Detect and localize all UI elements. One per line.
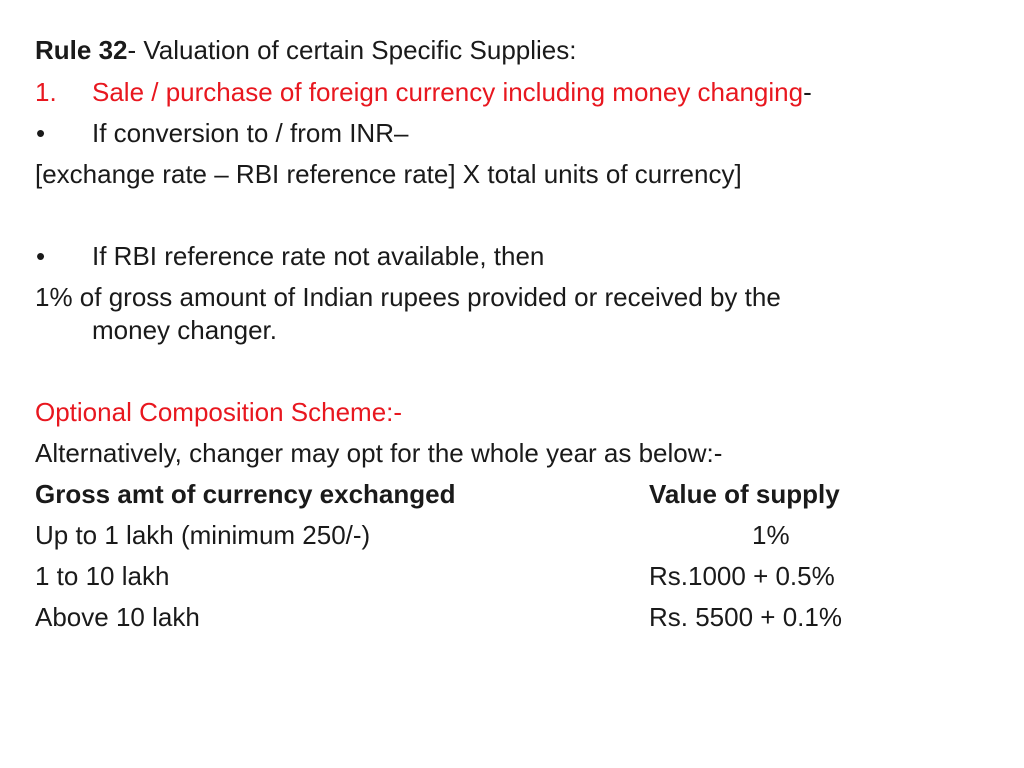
table-row-2-value: Rs.1000 + 0.5% xyxy=(649,561,835,591)
numbered-item-1 xyxy=(35,76,995,108)
optional-scheme-intro: Alternatively, changer may opt for the whole year as below:- xyxy=(35,438,723,468)
item-number: 1. xyxy=(35,77,57,107)
formula-text: [exchange rate – RBI reference rate] X total units of currency] xyxy=(35,159,742,189)
rule-label: Rule 32 xyxy=(35,35,128,65)
table-header-value: Value of supply xyxy=(649,479,840,509)
item-suffix: - xyxy=(803,77,812,107)
bullet-text: If RBI reference rate not available, then xyxy=(92,241,545,271)
table-row-2-amount: 1 to 10 lakh xyxy=(35,561,170,591)
table-row-3-value: Rs. 5500 + 0.1% xyxy=(649,602,842,632)
rule-heading xyxy=(35,34,576,66)
bullet-icon: • xyxy=(36,118,46,148)
rule-title: - Valuation of certain Specific Supplies: xyxy=(127,35,577,65)
bullet-icon: • xyxy=(36,241,46,271)
table-header-amount: Gross amt of currency exchanged xyxy=(35,479,456,509)
bullet-item-1 xyxy=(35,117,995,149)
fallback-line-2: money changer. xyxy=(92,315,278,345)
bullet-item-2 xyxy=(35,240,995,272)
table-row-3-amount: Above 10 lakh xyxy=(35,602,200,632)
item-1-label: Sale / purchase of foreign currency including money changing xyxy=(92,77,804,107)
optional-scheme-title: Optional Composition Scheme:- xyxy=(35,397,403,427)
table-row-1-amount: Up to 1 lakh (minimum 250/-) xyxy=(35,520,371,550)
item-text xyxy=(92,76,812,108)
table-row-1-value: 1% xyxy=(752,520,790,550)
bullet-text: If conversion to / from INR– xyxy=(92,118,409,148)
fallback-line-1: 1% of gross amount of Indian rupees provided or received by the xyxy=(35,282,781,312)
